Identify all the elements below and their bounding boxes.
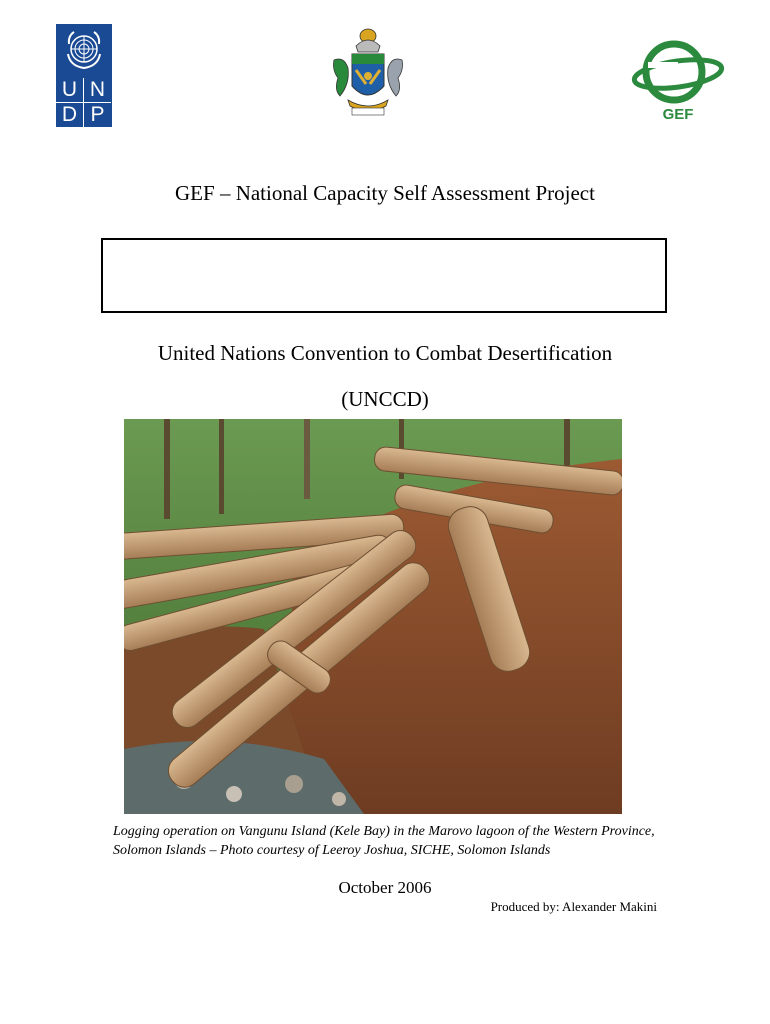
logging-photo — [124, 419, 622, 814]
coat-of-arms-icon — [326, 26, 410, 120]
document-title: GEF – National Capacity Self Assessment Project — [175, 181, 595, 205]
document-date: October 2006 — [338, 878, 432, 897]
convention-name: United Nations Convention to Combat Desertification — [157, 341, 613, 365]
gef-logo — [630, 32, 726, 132]
empty-title-box — [101, 238, 667, 313]
producer-credit: Produced by: Alexander Makini — [490, 899, 657, 914]
photo-caption: Logging operation on Vangunu Island (Kele Bay) in the Marovo lagoon of the Western Province, Solomon Islands – Photo courtesy of Leeroy Joshua, SICHE, Solomon Islands — [113, 824, 655, 858]
gef-label: GEF — [662, 106, 694, 123]
undp-letter-n: N — [84, 78, 111, 103]
undp-logo — [56, 24, 112, 127]
undp-letter-u: U — [56, 78, 84, 103]
undp-letter-p: P — [90, 103, 105, 126]
un-emblem-icon — [56, 24, 112, 76]
undp-letter-d: D — [56, 103, 84, 127]
convention-acronym: (UNCCD) — [341, 387, 429, 411]
globe-icon — [630, 32, 726, 108]
